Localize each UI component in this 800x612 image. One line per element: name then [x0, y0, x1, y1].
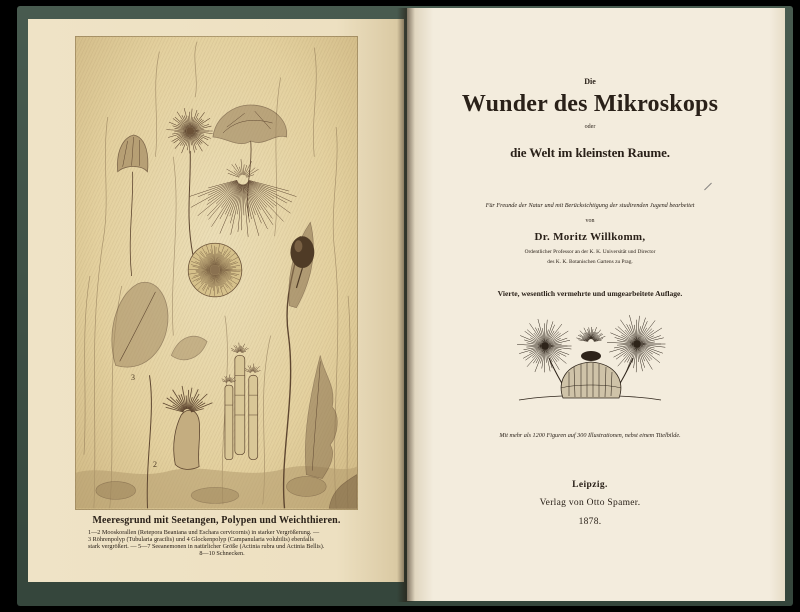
book-subtitle: die Welt im kleinsten Raume.: [510, 145, 670, 160]
frontispiece-plate: [75, 36, 358, 510]
dedication-line: Für Freunde der Natur und mit Berücksichtigung der studirenden Jugend bearbeitet: [485, 202, 695, 209]
author-name: Dr. Moritz Willkomm,: [534, 231, 646, 243]
author-title-line: Ordentlicher Professor an der K. K. Universität und Director: [524, 249, 656, 255]
tube-polyp-crown: [231, 343, 249, 353]
anemone-disc-right: [633, 340, 641, 348]
tube-polyp-crown: [222, 374, 236, 382]
edition-statement: Vierte, wesentlich vermehrte und umgearbeitete Auflage.: [497, 289, 683, 298]
by-line: von: [585, 218, 595, 224]
title-page: [407, 8, 785, 601]
anemone-bottom-tentacles: [163, 386, 213, 412]
coral-fan-top: [227, 159, 259, 177]
imprint-place: Leipzig.: [572, 480, 608, 490]
imprint-publisher: Verlag von Otto Spamer.: [539, 498, 641, 508]
pre-title: Die: [584, 77, 596, 86]
plate-caption-line: stark vergrößert. — 5—7 Seeanemonen in natürlicher Größe (Actinia rubra und Actinia Bellis).: [88, 543, 325, 550]
anemone-bottom: [174, 410, 200, 469]
title-vignette: [505, 312, 675, 404]
cup-polyp: [117, 135, 147, 276]
book-title: Wunder des Mikroskops: [461, 91, 719, 117]
sea-urchin-center: [210, 265, 220, 275]
pencil-mark: [704, 183, 712, 191]
plate-caption-line: 3 Röhrenpolyp (Tubularia gracilis) und 4 Glockenpolyp (Campanularia volubilis) ebenfalls: [88, 536, 314, 543]
gutter-shadow: [397, 8, 415, 602]
anemone-column: [561, 362, 621, 398]
imprint-year: 1878.: [578, 517, 602, 527]
figure-number-3: 3: [131, 373, 135, 382]
frontispiece-page: [28, 19, 404, 582]
anemone-crown-center: [576, 327, 605, 342]
author-title-line: des K. K. Botanischen Gartens zu Prag.: [547, 259, 633, 265]
coral-fan: [190, 180, 297, 237]
plate-caption-line: 1—2 Mooskorallen (Retepora Beaniana und Eschara cervicornis) in starker Vergrößerung. —: [88, 529, 320, 536]
broad-leaf: [112, 282, 207, 367]
frontispiece-engraving: [76, 37, 357, 509]
anemone-disc-left: [541, 342, 549, 350]
anemone-top-stalk: [189, 151, 193, 256]
plate-caption-title: Meeresgrund mit Seetangen, Polypen und Weichthieren.: [92, 515, 341, 526]
figure-number-2: 2: [153, 460, 157, 469]
tube-polyp-crown: [245, 364, 261, 373]
anemone-top-disc: [186, 127, 194, 135]
title-conjunction: oder: [584, 124, 596, 130]
plate-caption-line: 8—10 Schnecken.: [199, 550, 245, 557]
illustrations-note: Mit mehr als 1200 Figuren auf 300 Illustrationen, nebst einem Titelbilde.: [499, 432, 681, 439]
leafy-cap: [213, 105, 287, 216]
vignette-ornament: [581, 351, 601, 361]
